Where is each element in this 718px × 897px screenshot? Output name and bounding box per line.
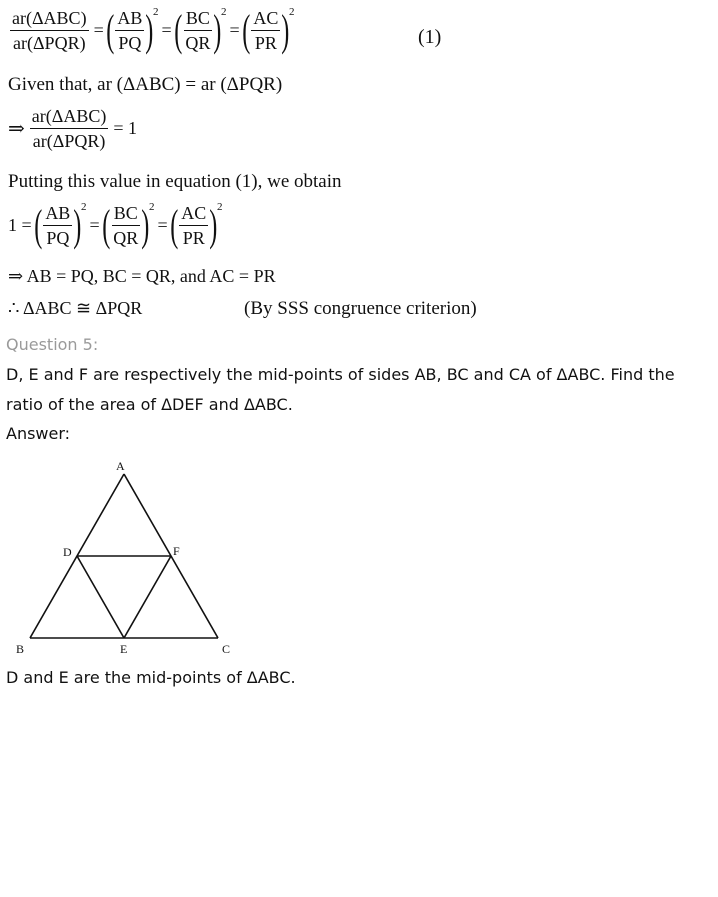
area-ratio-fraction — [30, 106, 109, 151]
putting-line: Putting this value in equation (1), we obtain — [8, 171, 342, 192]
vertex-label-b: B — [16, 642, 25, 655]
vertex-label-c: C — [222, 642, 231, 655]
question-title: Question 5: — [6, 335, 99, 354]
segment-de — [77, 556, 124, 638]
fraction-denominator: QR — [113, 228, 139, 248]
equation-label: (1) — [418, 26, 442, 48]
given-line: Given that, ar (ΔABC) = ar (ΔPQR) — [8, 74, 283, 95]
fraction-denominator: ar(ΔPQR) — [13, 33, 86, 53]
implies-line: ⇒ AB = PQ, BC = QR, and AC = PR — [8, 266, 276, 286]
ratio-ac-pr: ( $\frac{AC}{PR}$ ) 2 — [241, 5, 295, 55]
fraction-denominator: ar(ΔPQR) — [32, 131, 106, 151]
midpoint-label-e: E — [120, 642, 128, 655]
implies-symbol: ⇒ — [8, 118, 25, 140]
fraction-numerator: AC — [179, 203, 208, 226]
fraction-numerator: AC — [251, 8, 280, 31]
ratio-bc-qr: ( $\frac{BC}{QR}$ ) 2 — [174, 5, 227, 55]
midpoint-label-f: F — [173, 544, 180, 558]
ratio-bc-qr: ( $\frac{BC}{QR}$ ) 2 — [101, 200, 155, 250]
equals-sign: = — [161, 20, 172, 40]
vertex-label-a: A — [116, 459, 125, 473]
equation-rhs: = 1 — [113, 118, 137, 138]
equation-1 — [8, 5, 295, 55]
exponent: 2 — [80, 201, 87, 213]
equation-lhs: 1 = — [8, 215, 32, 235]
fraction-denominator: PR — [182, 228, 205, 248]
conclusion-text: D and E are the mid-points of ΔABC. — [6, 668, 296, 687]
equation-2 — [8, 106, 140, 151]
exponent: 2 — [148, 201, 155, 213]
equals-sign: = — [229, 20, 240, 40]
fraction-numerator: BC — [184, 8, 212, 31]
exponent: 2 — [216, 201, 223, 213]
exponent: 2 — [289, 6, 295, 18]
midpoint-label-d: D — [63, 545, 72, 559]
equals-sign: = — [157, 215, 168, 235]
ratio-ab-pq: ( $\frac{AB}{PQ}$ ) 2 — [33, 200, 87, 250]
fraction-denominator: QR — [185, 33, 211, 53]
equals-sign: = — [89, 215, 100, 235]
exponent: 2 — [221, 6, 227, 18]
question-text: D, E and F are respectively the mid-points of sides AB, BC and CA of ΔABC. Find the ratio of the area of ΔDEF and ΔABC. — [6, 365, 675, 414]
fraction-numerator: ar(ΔABC) — [10, 8, 89, 31]
ratio-ac-pr: ( $\frac{AC}{PR}$ ) 2 — [169, 200, 223, 250]
ratio-ab-pq: ( $\frac{AB}{PQ}$ ) 2 — [106, 5, 159, 55]
area-ratio-fraction — [10, 8, 89, 53]
equals-sign: = — [93, 20, 104, 40]
answer-label: Answer: — [6, 424, 71, 443]
fraction-numerator: BC — [112, 203, 140, 226]
equation-3 — [8, 200, 223, 250]
criterion-note: (By SSS congruence criterion) — [244, 298, 477, 319]
fraction-denominator: PQ — [118, 33, 142, 53]
fraction-denominator: PR — [254, 33, 277, 53]
fraction-numerator: AB — [115, 8, 144, 31]
therefore-line: ∴ ΔABC ≅ ΔPQR — [8, 298, 143, 318]
fraction-numerator: AB — [43, 203, 72, 226]
fraction-denominator: PQ — [46, 228, 70, 248]
fraction-numerator: ar(ΔABC) — [30, 106, 109, 129]
triangle-figure — [10, 455, 250, 655]
exponent: 2 — [153, 6, 159, 18]
segment-ef — [124, 556, 171, 638]
